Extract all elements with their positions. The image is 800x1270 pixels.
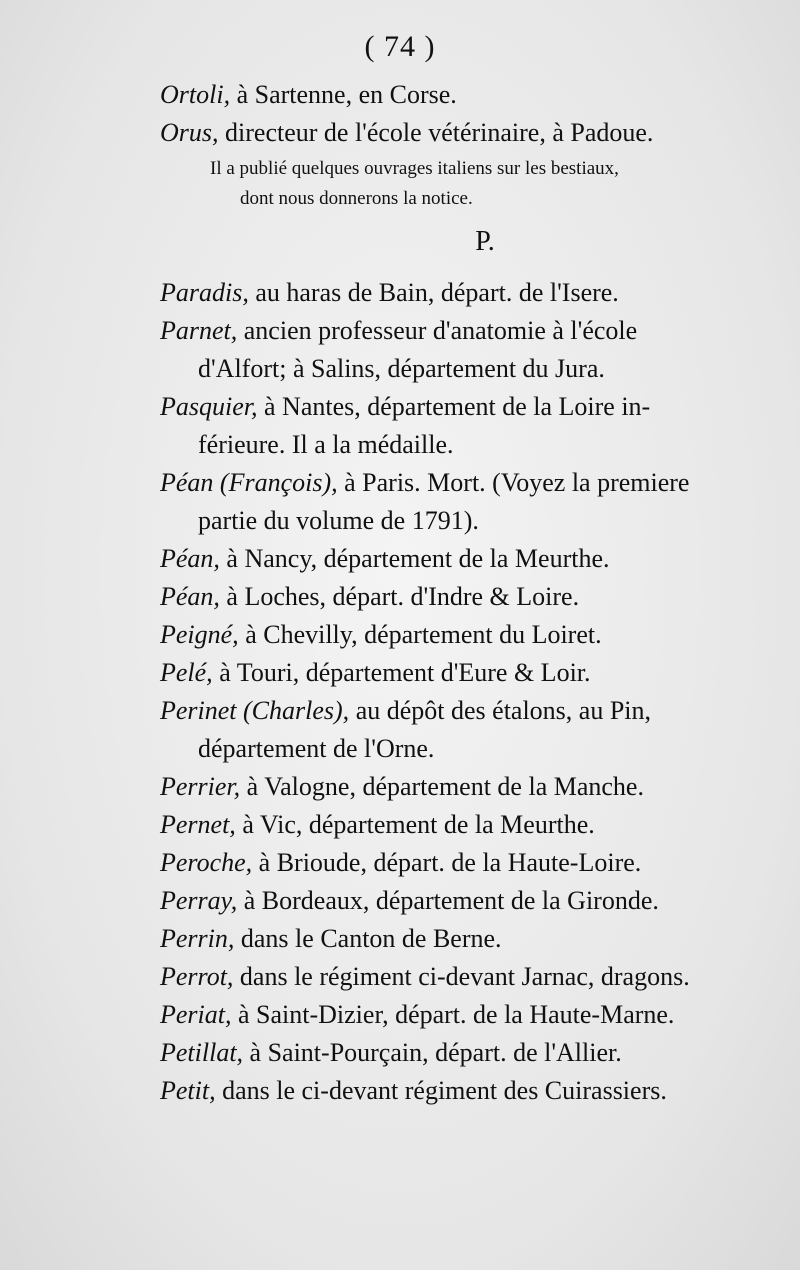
note-line: Il a publié quelques ouvrages italiens sur les bestiaux,	[210, 158, 619, 179]
note-line: dont nous donnerons la notice.	[240, 188, 473, 209]
entry-text: directeur de l'école vétérinaire, à Padoue.	[218, 118, 654, 147]
entry	[160, 540, 760, 578]
entry	[160, 1034, 760, 1072]
entry-name: Perinet (Charles),	[160, 696, 350, 725]
entry-name: Perrot,	[160, 962, 234, 991]
entry	[160, 806, 760, 844]
entry-continuation: partie du volume de 1791).	[198, 506, 479, 535]
entry-text: à Sartenne, en Corse.	[230, 80, 457, 109]
entry-text: dans le régiment ci-devant Jarnac, dragons.	[233, 962, 690, 991]
entry-text: au dépôt des étalons, au Pin,	[349, 696, 652, 725]
entry	[160, 274, 760, 312]
entry-name: Péan (François),	[160, 468, 338, 497]
entry-text: à Chevilly, département du Loiret.	[238, 620, 602, 649]
entry-continuation: département de l'Orne.	[198, 734, 435, 763]
entry	[160, 312, 760, 388]
entry	[160, 844, 760, 882]
entry	[160, 768, 760, 806]
entry-name: Péan,	[160, 582, 220, 611]
entry-name: Péan,	[160, 544, 220, 573]
entry-name: Petillat,	[160, 1038, 244, 1067]
entry-name: Petit,	[160, 1076, 216, 1105]
entry	[160, 464, 760, 540]
entry-name: Peigné,	[160, 620, 239, 649]
entry-name: Paradis,	[160, 278, 249, 307]
entry-continuation: férieure. Il a la médaille.	[198, 430, 454, 459]
entry-name: Pernet,	[160, 810, 236, 839]
entry	[160, 1072, 760, 1110]
entry	[160, 76, 760, 114]
entry-text: à Nantes, département de la Loire in-	[257, 392, 651, 421]
entry-text: à Paris. Mort. (Voyez la premiere	[337, 468, 690, 497]
entry	[160, 654, 760, 692]
page-number: ( 74 )	[364, 30, 436, 63]
entry-text: à Vic, département de la Meurthe.	[235, 810, 595, 839]
entry-name: Orus,	[160, 118, 219, 147]
entry-name: Ortoli,	[160, 80, 231, 109]
entry-name: Parnet,	[160, 316, 238, 345]
entry-text: à Saint-Dizier, départ. de la Haute-Marne.	[231, 1000, 675, 1029]
entry-text: à Bordeaux, département de la Gironde.	[237, 886, 659, 915]
entry	[160, 996, 760, 1034]
entry-note	[160, 154, 760, 214]
entry-name: Periat,	[160, 1000, 232, 1029]
entry-text: à Valogne, département de la Manche.	[240, 772, 644, 801]
entry-name: Pelé,	[160, 658, 213, 687]
entry-text: au haras de Bain, départ. de l'Isere.	[248, 278, 619, 307]
entry-name: Pasquier,	[160, 392, 258, 421]
entry-text: à Loches, départ. d'Indre & Loire.	[219, 582, 580, 611]
entry	[160, 920, 760, 958]
entry-continuation: d'Alfort; à Salins, département du Jura.	[198, 354, 605, 383]
entry	[160, 578, 760, 616]
entry-name: Peroche,	[160, 848, 253, 877]
entry-list	[160, 76, 760, 1110]
section-letter: P.	[475, 226, 495, 257]
section-p-entries	[160, 274, 760, 1110]
entry-name: Perrier,	[160, 772, 241, 801]
entry	[160, 958, 760, 996]
entry-text: ancien professeur d'anatomie à l'école	[237, 316, 638, 345]
entry-text: dans le Canton de Berne.	[234, 924, 502, 953]
entry	[160, 388, 760, 464]
entry	[160, 882, 760, 920]
entry-name: Perrin,	[160, 924, 235, 953]
entry-text: à Nancy, département de la Meurthe.	[219, 544, 610, 573]
entry	[160, 616, 760, 654]
entry-text: à Touri, département d'Eure & Loir.	[212, 658, 591, 687]
entry-name: Perray,	[160, 886, 238, 915]
entry-text: dans le ci-devant régiment des Cuirassiers.	[215, 1076, 667, 1105]
entry-text: à Saint-Pourçain, départ. de l'Allier.	[243, 1038, 622, 1067]
entry	[160, 692, 760, 768]
entry	[160, 114, 760, 152]
entry-text: à Brioude, départ. de la Haute-Loire.	[252, 848, 642, 877]
